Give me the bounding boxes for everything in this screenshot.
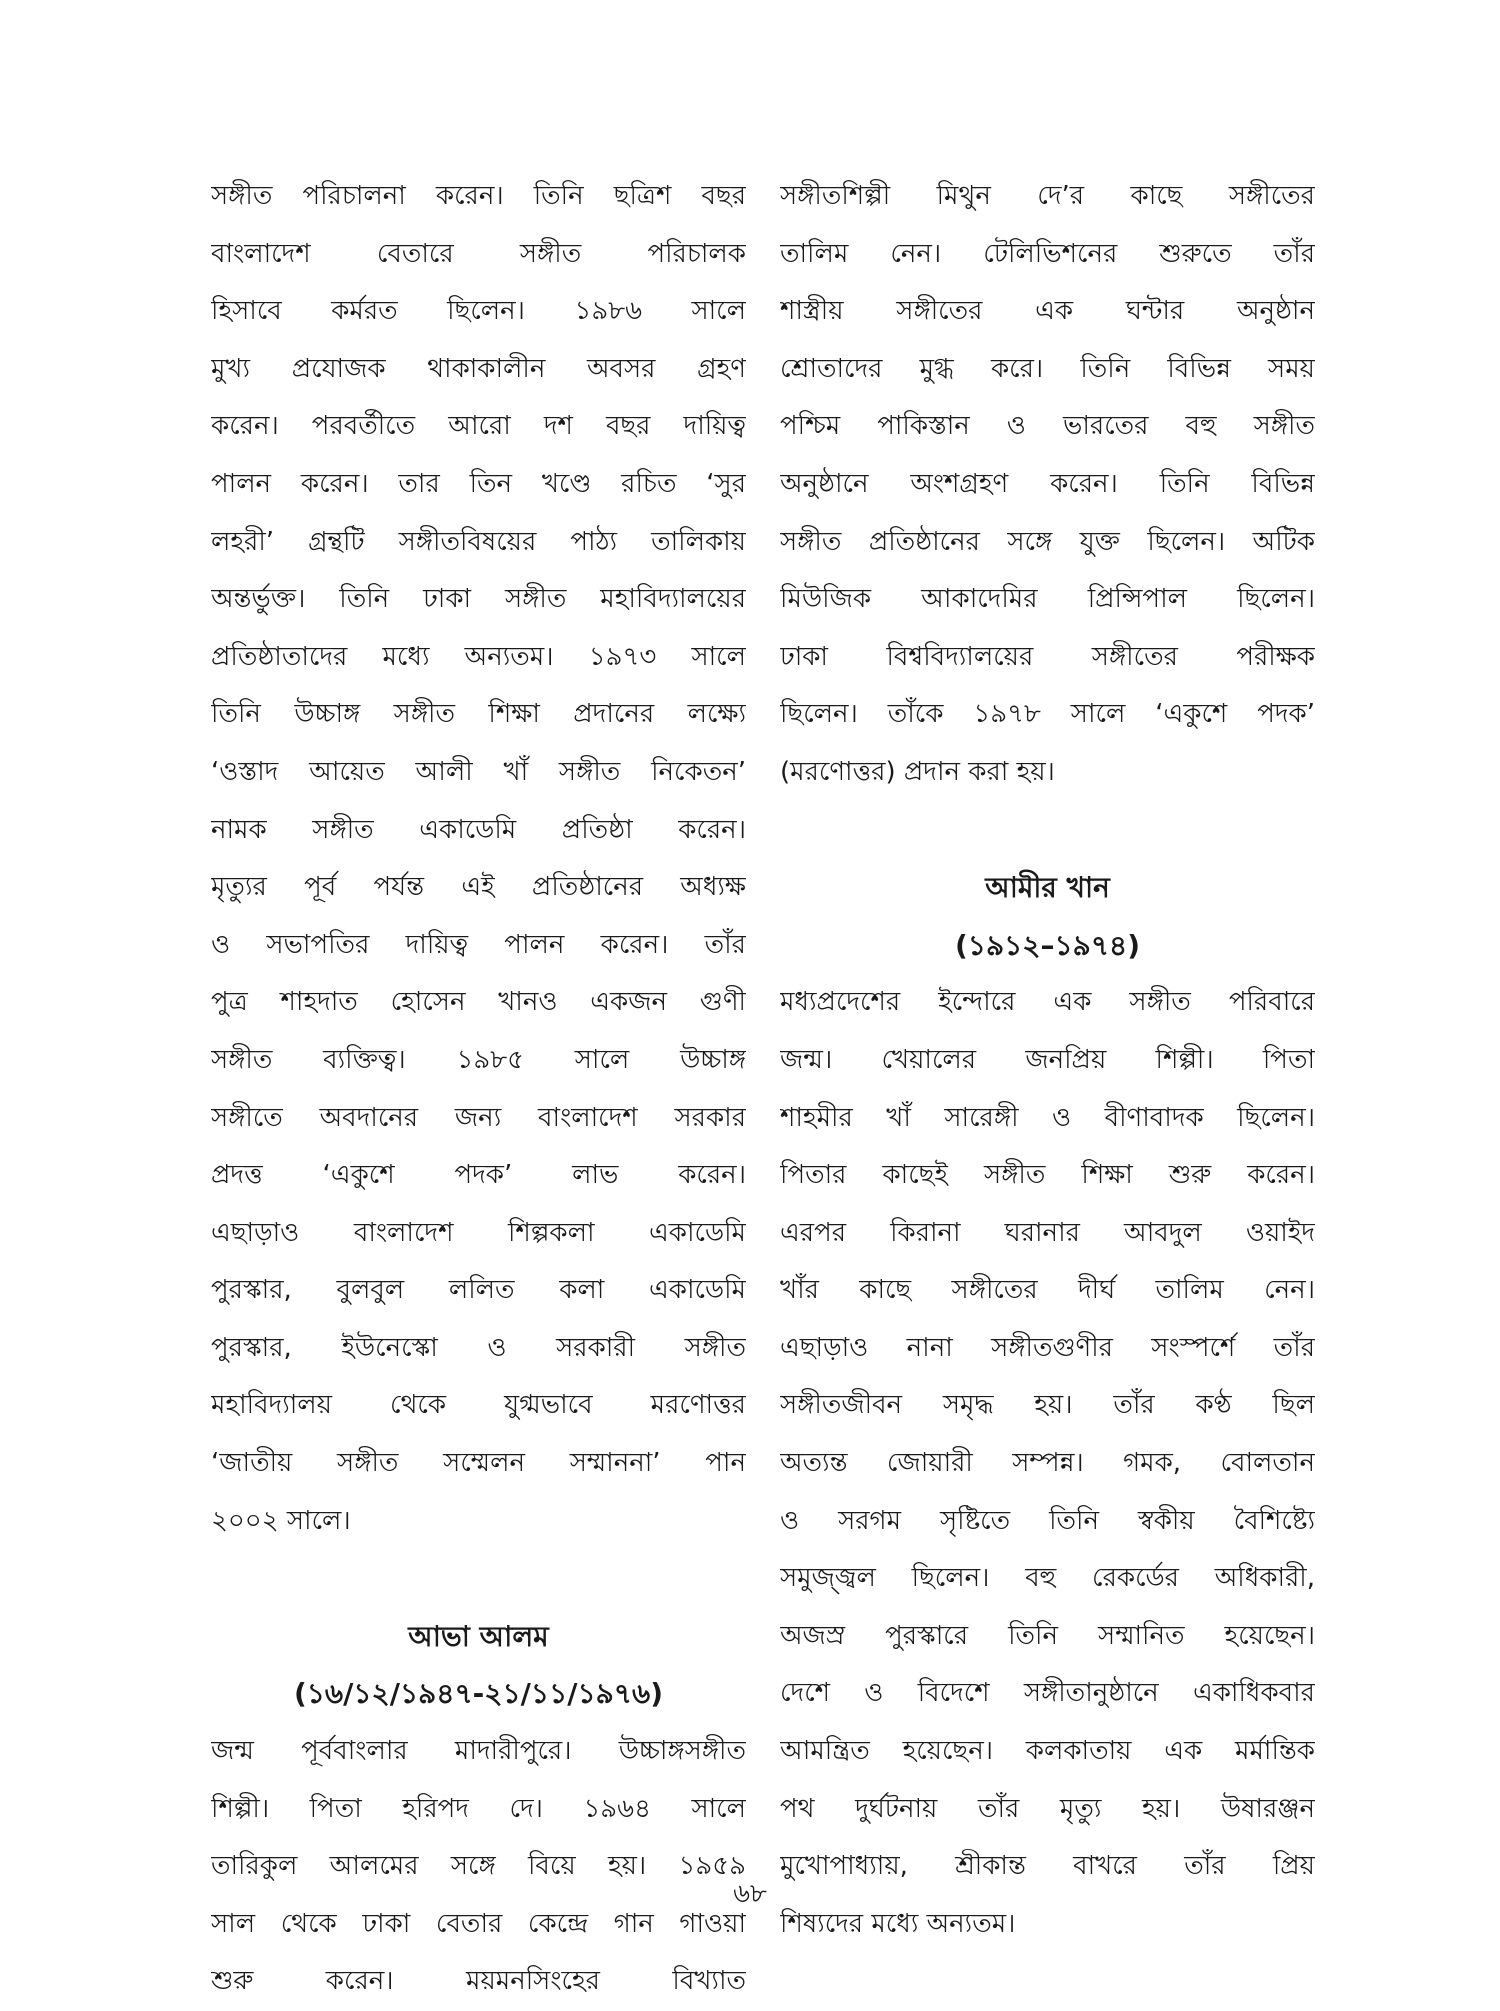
abha-alam-biography-continued xyxy=(780,168,1315,802)
text-line: পুরস্কার, ইউনেস্কো ও সরকারী সঙ্গীত xyxy=(211,1332,746,1363)
text-line: খাঁর কাছে সঙ্গীতের দীর্ঘ তালিম নেন। xyxy=(780,1275,1315,1306)
text-line: সঙ্গীতশিল্পী মিথুন দে’র কাছে সঙ্গীতের xyxy=(780,181,1315,211)
text-line: শিষ্যদের মধ্যে অন্যতম। xyxy=(780,1908,1016,1939)
text-line: তিনি উচ্চাঙ্গ সঙ্গীত শিক্ষা প্রদানের লক্ষ্যে xyxy=(211,699,746,730)
text-line: সঙ্গীত প্রতিষ্ঠানের সঙ্গে যুক্ত ছিলেন। অটিক xyxy=(780,526,1315,557)
text-line: তারিকুল আলমের সঙ্গে বিয়ে হয়। ১৯৫৯ xyxy=(211,1851,746,1882)
text-line: বাংলাদেশ বেতারে সঙ্গীত পরিচালক xyxy=(211,238,746,269)
text-line: শিল্পী। পিতা হরিপদ দে। ১৯৬৪ সালে xyxy=(211,1793,746,1824)
text-line: নামক সঙ্গীত একাডেমি প্রতিষ্ঠা করেন। xyxy=(211,814,746,845)
section-title: আমীর খান xyxy=(985,871,1110,905)
text-line: শাহমীর খাঁ সারেঙ্গী ও বীণাবাদক ছিলেন। xyxy=(780,1102,1315,1133)
text-line: পুত্র শাহদাত হোসেন খানও একজন গুণী xyxy=(211,987,746,1018)
text-line: এরপর কিরানা ঘরানার আবদুল ওয়াইদ xyxy=(780,1217,1315,1248)
text-line: সঙ্গীত ব্যক্তিত্ব। ১৯৮৫ সালে উচ্চাঙ্গ xyxy=(211,1044,746,1075)
text-line: প্রতিষ্ঠাতাদের মধ্যে অন্যতম। ১৯৭৩ সালে xyxy=(211,641,746,672)
left-column xyxy=(211,168,746,2011)
text-line: ছিলেন। তাঁকে ১৯৭৮ সালে ‘একুশে পদক’ xyxy=(780,699,1315,730)
section-spacer xyxy=(780,802,1315,860)
right-column xyxy=(780,168,1315,1953)
text-line: অন্তর্ভুক্ত। তিনি ঢাকা সঙ্গীত মহাবিদ্যালয়ের xyxy=(211,584,746,615)
text-line: পিতার কাছেই সঙ্গীত শিক্ষা শুরু করেন। xyxy=(780,1160,1315,1191)
text-line: সঙ্গীতে অবদানের জন্য বাংলাদেশ সরকার xyxy=(211,1102,746,1133)
text-line: ঢাকা বিশ্ববিদ্যালয়ের সঙ্গীতের পরীক্ষক xyxy=(780,641,1315,672)
text-line: মধ্যপ্রদেশের ইন্দোরে এক সঙ্গীত পরিবারে xyxy=(780,987,1315,1018)
section-dates: (১৬/১২/১৯৪৭-২১/১১/১৯৭৬) xyxy=(293,1677,664,1711)
text-line: ‘জাতীয় সঙ্গীত সম্মেলন সম্মাননা’ পান xyxy=(211,1448,746,1479)
text-line: মহাবিদ্যালয় থেকে যুগ্মভাবে মরণোত্তর xyxy=(211,1390,746,1421)
text-line: জন্ম পূর্ববাংলার মাদারীপুরে। উচ্চাঙ্গসঙ্গীত xyxy=(211,1736,746,1767)
text-line: শুরু করেন। ময়মনসিংহের বিখ্যাত xyxy=(211,1966,746,1997)
text-line: লহরী’ গ্রন্থটি সঙ্গীতবিষয়ের পাঠ্য তালিকায় xyxy=(211,526,746,557)
amir-khan-section xyxy=(780,859,1315,1953)
text-line: অত্যন্ত জোয়ারী সম্পন্ন। গমক, বোলতান xyxy=(780,1448,1315,1479)
text-line: অজস্র পুরস্কারে তিনি সম্মানিত হয়েছেন। xyxy=(780,1620,1315,1651)
abdul-biography-continued xyxy=(211,168,746,1550)
text-line: অনুষ্ঠানে অংশগ্রহণ করেন। তিনি বিভিন্ন xyxy=(780,468,1315,499)
text-line: ও সভাপতির দায়িত্ব পালন করেন। তাঁর xyxy=(211,929,746,960)
text-line: জন্ম। খেয়ালের জনপ্রিয় শিল্পী। পিতা xyxy=(780,1044,1315,1075)
abha-alam-section xyxy=(211,1608,746,2011)
text-line: দেশে ও বিদেশে সঙ্গীতানুষ্ঠানে একাধিকবার xyxy=(780,1678,1315,1709)
text-line: আমন্ত্রিত হয়েছেন। কলকাতায় এক মর্মান্তিক xyxy=(780,1736,1315,1767)
text-line: মিউজিক আকাদেমির প্রিন্সিপাল ছিলেন। xyxy=(780,584,1315,615)
text-line: সাল থেকে ঢাকা বেতার কেন্দ্রে গান গাওয়া xyxy=(211,1908,746,1939)
text-line: এছাড়াও বাংলাদেশ শিল্পকলা একাডেমি xyxy=(211,1217,746,1248)
text-line: মুখোপাধ্যায়, শ্রীকান্ত বাখরে তাঁর প্রিয় xyxy=(780,1851,1315,1882)
text-line: (মরণোত্তর) প্রদান করা হয়। xyxy=(780,756,1055,787)
page-number: ৬৮ xyxy=(733,1879,767,1909)
text-line: পালন করেন। তার তিন খণ্ডে রচিত ‘সুর xyxy=(211,468,746,499)
text-line: পশ্চিম পাকিস্তান ও ভারতের বহু সঙ্গীত xyxy=(780,411,1315,442)
text-line: ‘ওস্তাদ আয়েত আলী খাঁ সঙ্গীত নিকেতন’ xyxy=(211,756,746,787)
section-title: আভা আলম xyxy=(408,1619,549,1653)
text-line: এছাড়াও নানা সঙ্গীতগুণীর সংস্পর্শে তাঁর xyxy=(780,1332,1315,1363)
text-line: মুখ্য প্রযোজক থাকাকালীন অবসর গ্রহণ xyxy=(211,353,746,384)
text-line: শাস্ত্রীয় সঙ্গীতের এক ঘন্টার অনুষ্ঠান xyxy=(780,296,1315,327)
text-line: পুরস্কার, বুলবুল ললিত কলা একাডেমি xyxy=(211,1275,746,1306)
text-line: পথ দুর্ঘটনায় তাঁর মৃত্যু হয়। উষারঞ্জন xyxy=(780,1793,1315,1824)
text-line: ও সরগম সৃষ্টিতে তিনি স্বকীয় বৈশিষ্ট্যে xyxy=(780,1505,1315,1536)
text-line: শ্রোতাদের মুগ্ধ করে। তিনি বিভিন্ন সময় xyxy=(780,353,1315,384)
text-line: ২০০২ সালে। xyxy=(211,1505,351,1536)
text-line: মৃত্যুর পূর্ব পর্যন্ত এই প্রতিষ্ঠানের অধ্যক্ষ xyxy=(211,872,746,903)
section-dates: (১৯১২–১৯৭৪) xyxy=(954,928,1141,962)
section-spacer xyxy=(211,1550,746,1608)
text-line: সঙ্গীতজীবন সমৃদ্ধ হয়। তাঁর কণ্ঠ ছিল xyxy=(780,1390,1315,1421)
text-line: সঙ্গীত পরিচালনা করেন। তিনি ছত্রিশ বছর xyxy=(211,181,746,211)
text-line: প্রদত্ত ‘একুশে পদক’ লাভ করেন। xyxy=(211,1160,746,1191)
text-line: করেন। পরবর্তীতে আরো দশ বছর দায়িত্ব xyxy=(211,411,746,442)
text-line: তালিম নেন। টেলিভিশনের শুরুতে তাঁর xyxy=(780,238,1315,269)
text-line: সমুজ্জ্বল ছিলেন। বহু রেকর্ডের অধিকারী, xyxy=(780,1563,1315,1594)
text-line: হিসাবে কর্মরত ছিলেন। ১৯৮৬ সালে xyxy=(211,296,746,327)
